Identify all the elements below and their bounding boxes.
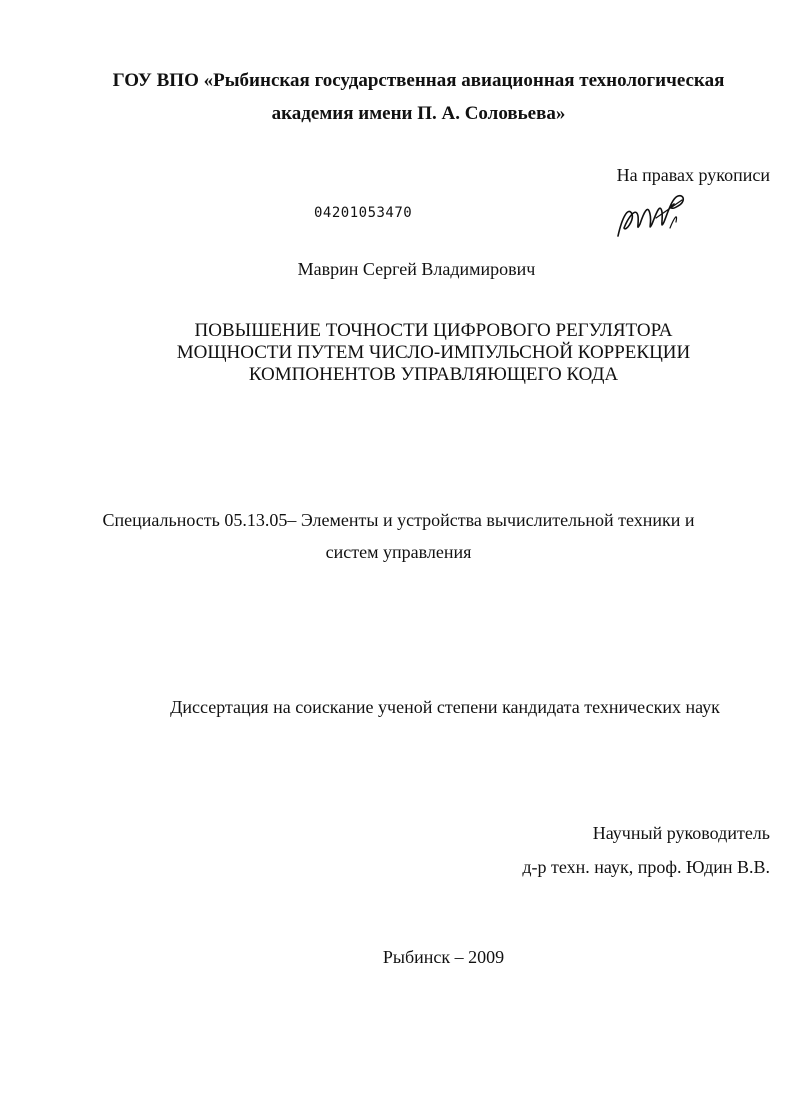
city-year: Рыбинск – 2009 — [382, 947, 505, 967]
dissertation-degree: Диссертация на соискание ученой степени кандидата технических наук — [170, 697, 720, 717]
catalog-code: 04201053470 — [314, 205, 413, 221]
author-name: Маврин Сергей Владимирович — [297, 259, 536, 279]
institution-line-2: академия имени П. А. Соловьева» — [271, 103, 566, 124]
specialty-line-2: систем управления — [325, 542, 472, 562]
institution-line-1: ГОУ ВПО «Рыбинская государственная авиационная технологическая — [112, 70, 725, 91]
title-line: ПОВЫШЕНИЕ ТОЧНОСТИ ЦИФРОВОГО РЕГУЛЯТОРА — [194, 320, 673, 341]
dissertation-title — [35, 320, 797, 386]
title-line: МОЩНОСТИ ПУТЕМ ЧИСЛО-ИМПУЛЬСНОЙ КОРРЕКЦИИ — [176, 342, 691, 363]
title-line: КОМПОНЕНТОВ УПРАВЛЯЮЩЕГО КОДА — [248, 364, 619, 385]
supervisor-name: д-р техн. наук, проф. Юдин В.В. — [522, 857, 770, 877]
specialty-line-1: Специальность 05.13.05– Элементы и устройства вычислительной техники и — [102, 510, 695, 530]
supervisor-label: Научный руководитель — [592, 823, 770, 843]
signature-icon — [612, 188, 690, 243]
manuscript-rights-note: На правах рукописи — [616, 165, 770, 185]
